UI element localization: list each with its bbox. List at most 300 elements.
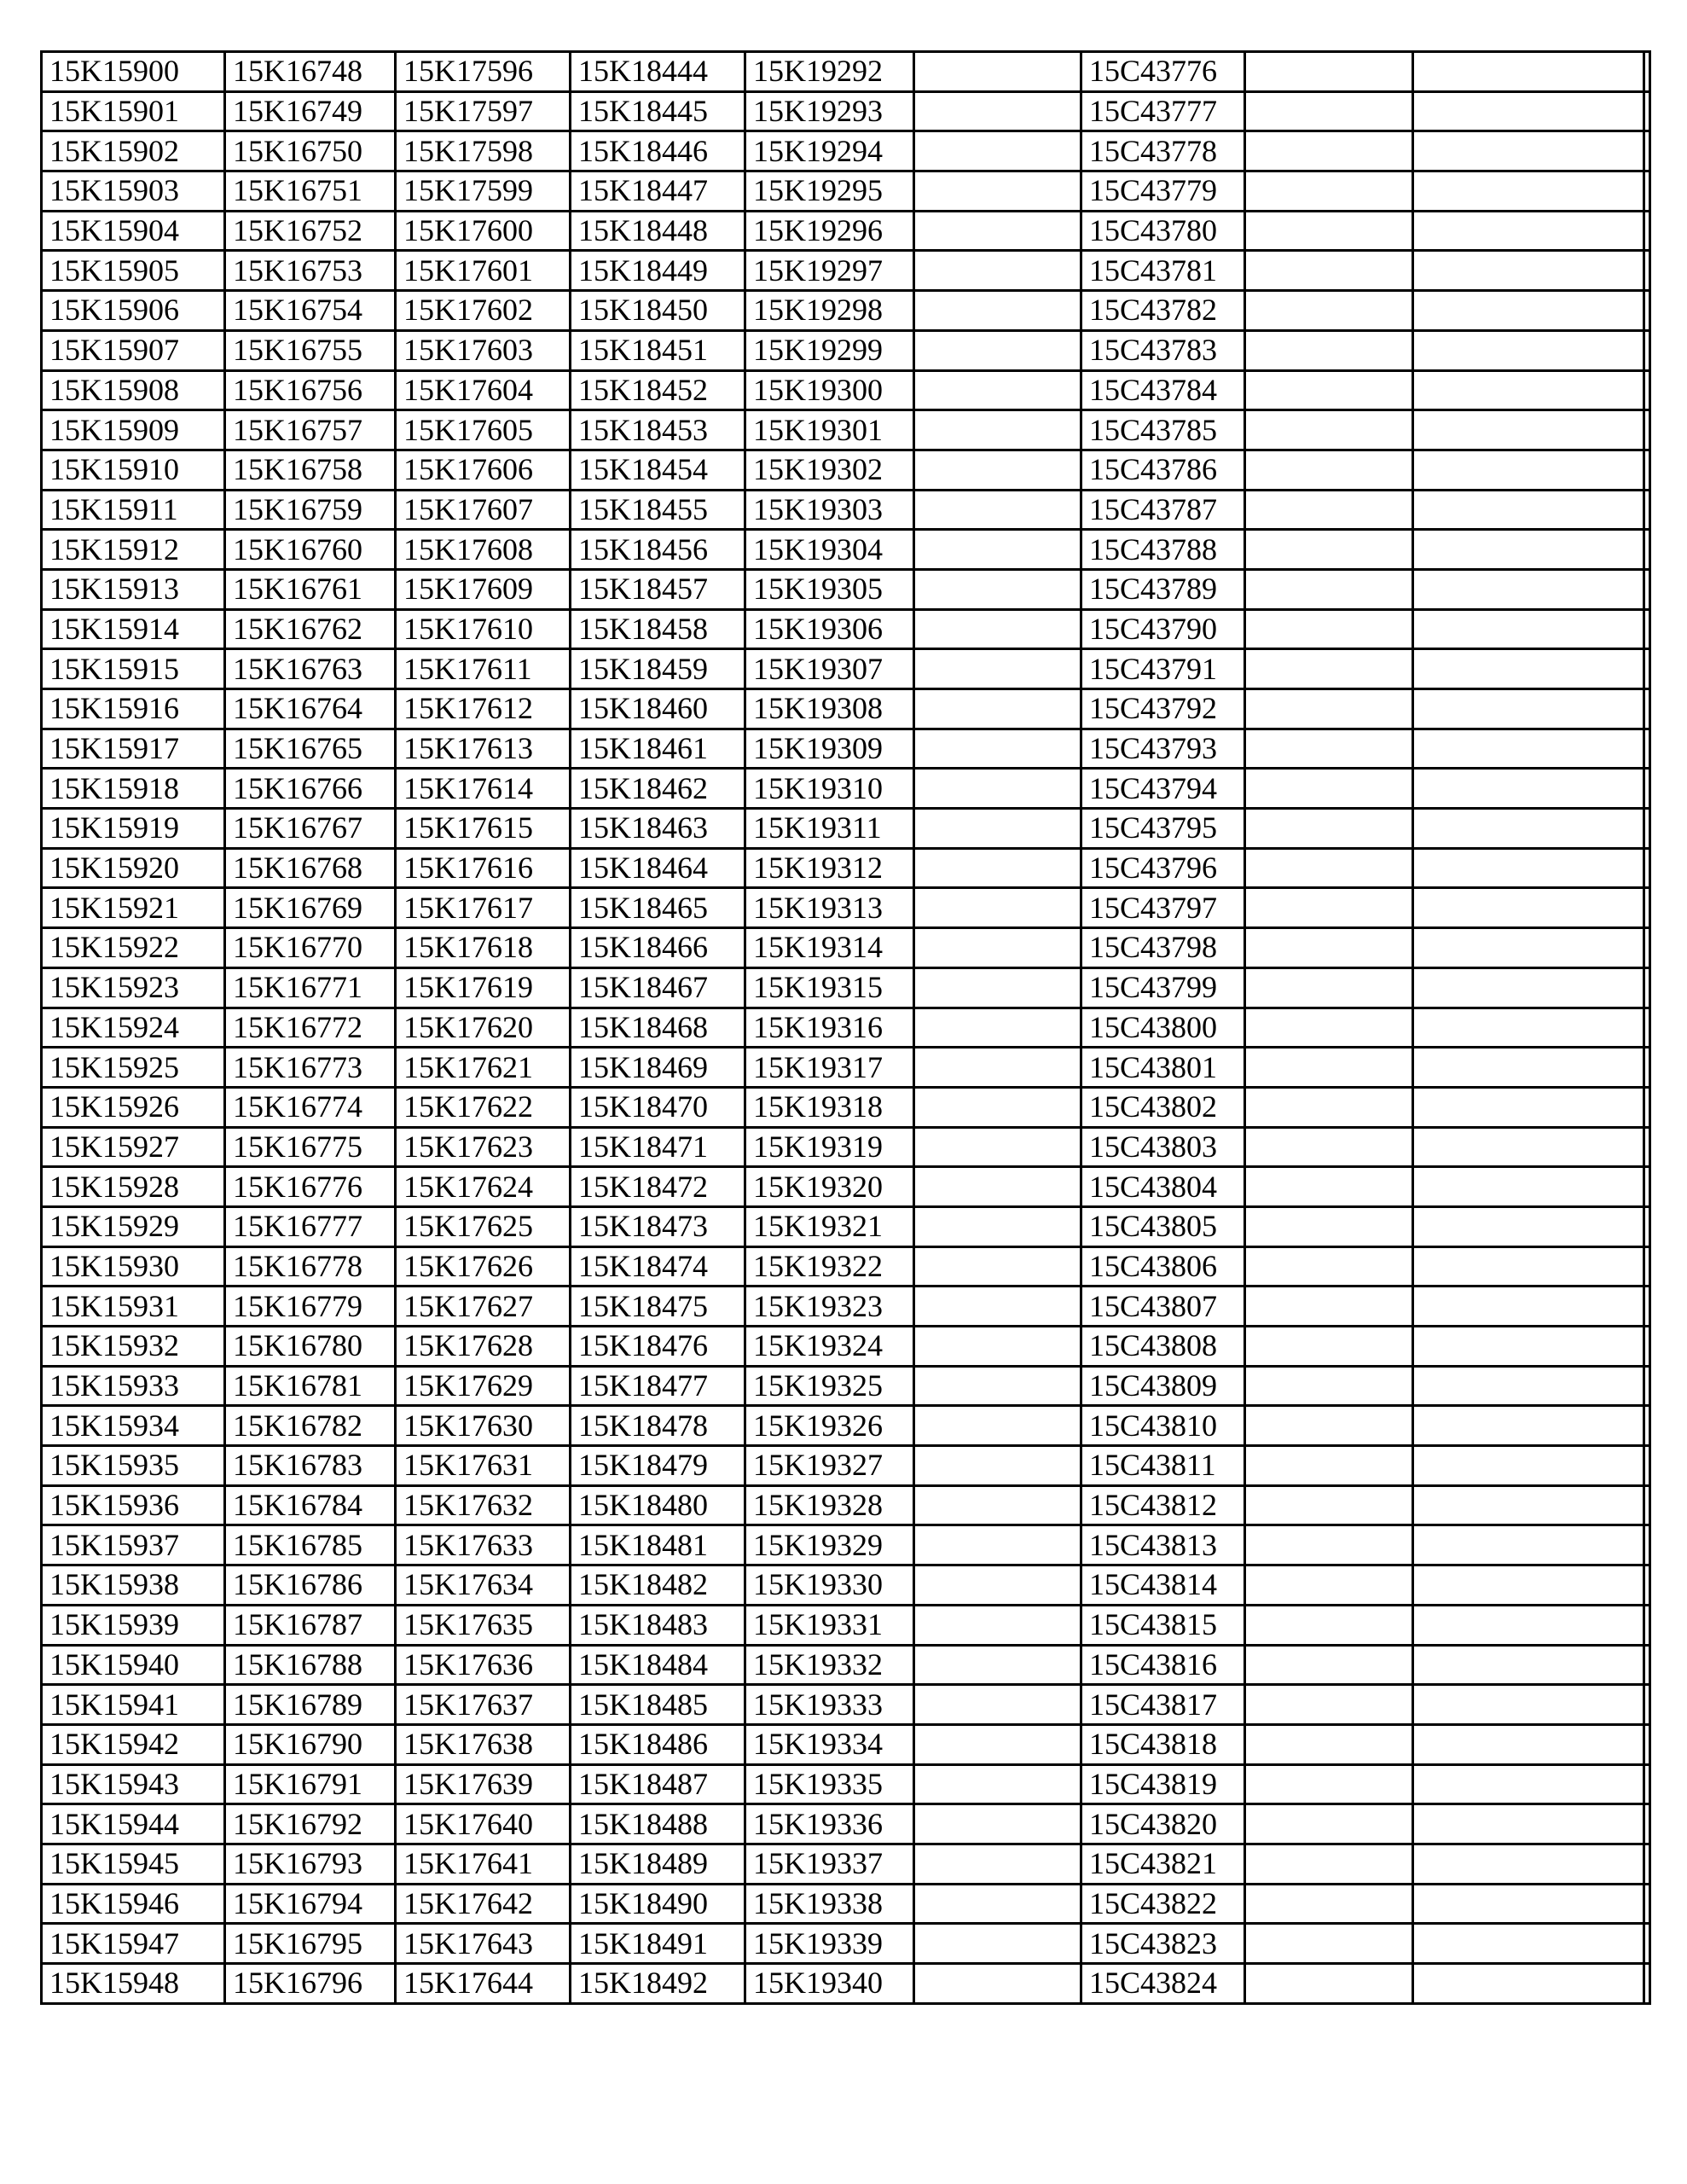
table-cell: 15K15929 <box>42 1206 225 1246</box>
table-row <box>42 1844 1650 1884</box>
table-cell: 15K15911 <box>42 490 225 530</box>
table-cell: 15K17625 <box>396 1206 571 1246</box>
table-cell: 15K18478 <box>571 1406 745 1446</box>
table-cell: 15K17630 <box>396 1406 571 1446</box>
table-cell <box>1644 848 1650 888</box>
table-cell: 15K17610 <box>396 609 571 649</box>
table-row <box>42 888 1650 928</box>
table-cell <box>914 609 1081 649</box>
table-cell: 15K19308 <box>745 689 914 729</box>
table-cell: 15K19338 <box>745 1884 914 1924</box>
table-cell: 15K16766 <box>225 769 396 809</box>
table-row <box>42 689 1650 729</box>
table-cell: 15K15907 <box>42 330 225 370</box>
table-cell <box>1413 729 1644 769</box>
table-cell: 15K18450 <box>571 291 745 331</box>
table-cell: 15K19322 <box>745 1246 914 1287</box>
table-cell: 15K18455 <box>571 490 745 530</box>
table-cell <box>1644 1685 1650 1725</box>
table-cell: 15C43818 <box>1081 1724 1245 1764</box>
table-cell: 15K15923 <box>42 967 225 1008</box>
table-cell: 15K19336 <box>745 1804 914 1844</box>
table-cell <box>1644 330 1650 370</box>
table-cell: 15C43821 <box>1081 1844 1245 1884</box>
table-cell: 15K17644 <box>396 1964 571 2004</box>
table-cell <box>1644 530 1650 570</box>
table-cell: 15K18481 <box>571 1525 745 1565</box>
table-cell <box>1644 928 1650 968</box>
table-cell: 15K16753 <box>225 251 396 291</box>
table-cell: 15K16770 <box>225 928 396 968</box>
table-cell: 15K19325 <box>745 1366 914 1406</box>
table-cell <box>1644 967 1650 1008</box>
table-cell: 15K15920 <box>42 848 225 888</box>
table-cell <box>1644 1844 1650 1884</box>
table-cell: 15K15927 <box>42 1127 225 1167</box>
table-cell: 15C43807 <box>1081 1287 1245 1327</box>
table-row <box>42 1087 1650 1127</box>
table-cell: 15K17602 <box>396 291 571 331</box>
table-cell: 15K16780 <box>225 1327 396 1367</box>
table-cell: 15K18447 <box>571 171 745 212</box>
table-cell <box>914 1565 1081 1606</box>
table-cell <box>1413 52 1644 92</box>
table-cell <box>914 1206 1081 1246</box>
table-cell: 15K18461 <box>571 729 745 769</box>
table-cell: 15K19295 <box>745 171 914 212</box>
table-cell <box>1644 490 1650 530</box>
table-cell <box>1245 569 1413 609</box>
table-cell: 15K16784 <box>225 1485 396 1525</box>
table-cell: 15K18452 <box>571 370 745 410</box>
table-cell <box>1245 928 1413 968</box>
table-cell: 15K19299 <box>745 330 914 370</box>
table-cell <box>1245 1804 1413 1844</box>
table-cell: 15K17620 <box>396 1008 571 1048</box>
table-cell <box>914 291 1081 331</box>
table-row <box>42 809 1650 849</box>
table-row <box>42 769 1650 809</box>
table-cell <box>1413 1327 1644 1367</box>
table-cell: 15C43790 <box>1081 609 1245 649</box>
table-cell <box>914 1246 1081 1287</box>
table-cell <box>1644 211 1650 251</box>
table-cell: 15K18458 <box>571 609 745 649</box>
table-cell <box>914 1485 1081 1525</box>
table-cell: 15K16762 <box>225 609 396 649</box>
table-cell <box>1644 1924 1650 1964</box>
table-cell <box>1644 1008 1650 1048</box>
table-row <box>42 1964 1650 2004</box>
table-cell: 15K17624 <box>396 1167 571 1207</box>
table-cell: 15K18488 <box>571 1804 745 1844</box>
table-cell: 15K19318 <box>745 1087 914 1127</box>
table-cell: 15K16788 <box>225 1645 396 1685</box>
table-cell: 15K17597 <box>396 91 571 131</box>
table-cell: 15K19314 <box>745 928 914 968</box>
table-row <box>42 609 1650 649</box>
table-cell: 15K15916 <box>42 689 225 729</box>
table-cell <box>1245 848 1413 888</box>
table-cell: 15K16786 <box>225 1565 396 1606</box>
table-cell: 15C43812 <box>1081 1485 1245 1525</box>
table-cell <box>914 1167 1081 1207</box>
table-cell <box>914 649 1081 689</box>
table-cell: 15C43791 <box>1081 649 1245 689</box>
table-cell: 15K19334 <box>745 1724 914 1764</box>
table-cell <box>1245 1008 1413 1048</box>
table-cell: 15K15914 <box>42 609 225 649</box>
table-cell: 15K15935 <box>42 1446 225 1486</box>
table-cell: 15K18491 <box>571 1924 745 1964</box>
table-cell: 15K15940 <box>42 1645 225 1685</box>
table-cell: 15K15946 <box>42 1884 225 1924</box>
table-cell: 15K18444 <box>571 52 745 92</box>
table-cell <box>914 330 1081 370</box>
table-cell: 15C43788 <box>1081 530 1245 570</box>
table-cell <box>1245 967 1413 1008</box>
table-cell <box>1644 1206 1650 1246</box>
table-cell: 15K18448 <box>571 211 745 251</box>
table-cell <box>914 569 1081 609</box>
table-cell <box>1245 1685 1413 1725</box>
table-cell: 15K15915 <box>42 649 225 689</box>
table-row <box>42 649 1650 689</box>
table-cell <box>1245 131 1413 171</box>
table-cell: 15K19328 <box>745 1485 914 1525</box>
table-cell <box>1644 131 1650 171</box>
table-cell: 15K16777 <box>225 1206 396 1246</box>
table-cell: 15K15944 <box>42 1804 225 1844</box>
table-cell <box>914 1884 1081 1924</box>
table-cell: 15K17627 <box>396 1287 571 1327</box>
table-cell <box>1413 1287 1644 1327</box>
table-cell: 15K19321 <box>745 1206 914 1246</box>
table-cell <box>1245 1446 1413 1486</box>
table-cell: 15K18460 <box>571 689 745 729</box>
table-cell <box>1413 569 1644 609</box>
table-cell: 15K16767 <box>225 809 396 849</box>
table-cell: 15K19330 <box>745 1565 914 1606</box>
table-cell <box>1245 1844 1413 1884</box>
table-cell: 15K18486 <box>571 1724 745 1764</box>
table-cell: 15K17605 <box>396 410 571 450</box>
table-cell: 15C43822 <box>1081 1884 1245 1924</box>
table-row <box>42 171 1650 212</box>
table-cell: 15K18467 <box>571 967 745 1008</box>
table-cell: 15K18449 <box>571 251 745 291</box>
table-cell <box>1245 1565 1413 1606</box>
table-cell: 15K17619 <box>396 967 571 1008</box>
table-cell <box>1644 689 1650 729</box>
table-cell <box>1413 490 1644 530</box>
table-cell <box>1413 211 1644 251</box>
table-cell <box>1644 1645 1650 1685</box>
table-cell <box>1644 1804 1650 1844</box>
table-cell <box>914 1327 1081 1367</box>
table-cell <box>1413 291 1644 331</box>
table-cell <box>1644 1724 1650 1764</box>
table-cell: 15K19310 <box>745 769 914 809</box>
table-cell: 15K17601 <box>396 251 571 291</box>
table-row <box>42 1048 1650 1088</box>
table-cell: 15K15945 <box>42 1844 225 1884</box>
table-cell: 15K16761 <box>225 569 396 609</box>
table-row <box>42 1764 1650 1804</box>
table-cell: 15C43798 <box>1081 928 1245 968</box>
table-cell <box>914 1685 1081 1725</box>
table-row <box>42 848 1650 888</box>
table-cell: 15K17622 <box>396 1087 571 1127</box>
table-cell <box>914 530 1081 570</box>
table-cell: 15K18479 <box>571 1446 745 1486</box>
table-cell: 15K15902 <box>42 131 225 171</box>
table-cell <box>1644 1167 1650 1207</box>
table-cell <box>914 52 1081 92</box>
table-cell <box>1413 91 1644 131</box>
table-cell: 15K15908 <box>42 370 225 410</box>
table-row <box>42 490 1650 530</box>
table-cell <box>1413 171 1644 212</box>
table-cell <box>1245 211 1413 251</box>
table-cell <box>914 1645 1081 1685</box>
table-cell: 15K18462 <box>571 769 745 809</box>
table-cell: 15K18490 <box>571 1884 745 1924</box>
table-cell: 15K15947 <box>42 1924 225 1964</box>
table-cell <box>1644 1366 1650 1406</box>
table-cell <box>1245 490 1413 530</box>
table-cell: 15K15912 <box>42 530 225 570</box>
table-cell <box>1644 370 1650 410</box>
table-cell <box>914 729 1081 769</box>
table-cell: 15K15939 <box>42 1605 225 1645</box>
table-cell: 15K18446 <box>571 131 745 171</box>
table-cell <box>1413 131 1644 171</box>
table-cell <box>1644 809 1650 849</box>
table-cell <box>914 370 1081 410</box>
table-cell: 15K17604 <box>396 370 571 410</box>
table-cell <box>1644 1525 1650 1565</box>
table-cell <box>1413 689 1644 729</box>
table-cell <box>1245 1327 1413 1367</box>
table-cell: 15K19324 <box>745 1327 914 1367</box>
table-cell <box>1413 1565 1644 1606</box>
table-cell: 15C43785 <box>1081 410 1245 450</box>
table-cell: 15C43809 <box>1081 1366 1245 1406</box>
table-cell <box>914 171 1081 212</box>
table-cell <box>1245 1645 1413 1685</box>
table-cell <box>1413 1605 1644 1645</box>
table-cell: 15C43802 <box>1081 1087 1245 1127</box>
table-cell: 15K19312 <box>745 848 914 888</box>
table-cell: 15K18485 <box>571 1685 745 1725</box>
table-cell: 15C43817 <box>1081 1685 1245 1725</box>
table-cell <box>1644 1565 1650 1606</box>
table-cell: 15K18471 <box>571 1127 745 1167</box>
table-cell <box>1413 251 1644 291</box>
table-cell: 15K17641 <box>396 1844 571 1884</box>
table-row <box>42 1724 1650 1764</box>
table-cell: 15K16781 <box>225 1366 396 1406</box>
table-cell: 15K15932 <box>42 1327 225 1367</box>
table-cell <box>1413 410 1644 450</box>
table-cell: 15K17638 <box>396 1724 571 1764</box>
table-cell: 15K16787 <box>225 1605 396 1645</box>
table-cell: 15K18454 <box>571 450 745 490</box>
table-cell: 15C43804 <box>1081 1167 1245 1207</box>
table-cell: 15K15917 <box>42 729 225 769</box>
table-cell: 15K16794 <box>225 1884 396 1924</box>
table-cell: 15K16760 <box>225 530 396 570</box>
table-cell <box>1245 1724 1413 1764</box>
table-cell: 15K19316 <box>745 1008 914 1048</box>
table-cell: 15K16768 <box>225 848 396 888</box>
table-cell: 15K19337 <box>745 1844 914 1884</box>
table-cell: 15K16763 <box>225 649 396 689</box>
table-cell: 15K18492 <box>571 1964 745 2004</box>
table-row <box>42 1167 1650 1207</box>
table-cell: 15K16752 <box>225 211 396 251</box>
table-cell <box>1413 1127 1644 1167</box>
table-row <box>42 330 1650 370</box>
table-cell <box>1644 569 1650 609</box>
table-cell: 15K19301 <box>745 410 914 450</box>
table-cell <box>914 928 1081 968</box>
table-cell: 15K19340 <box>745 1964 914 2004</box>
table-cell: 15K18487 <box>571 1764 745 1804</box>
table-cell: 15K18476 <box>571 1327 745 1367</box>
table-cell: 15C43789 <box>1081 569 1245 609</box>
table-cell <box>914 1287 1081 1327</box>
table-cell <box>1245 1087 1413 1127</box>
table-row <box>42 928 1650 968</box>
table-cell <box>1413 888 1644 928</box>
table-cell: 15K17631 <box>396 1446 571 1486</box>
table-cell: 15K17626 <box>396 1246 571 1287</box>
table-cell: 15C43805 <box>1081 1206 1245 1246</box>
table-cell <box>1644 769 1650 809</box>
table-cell <box>914 1764 1081 1804</box>
table-cell: 15K19306 <box>745 609 914 649</box>
table-cell <box>1245 171 1413 212</box>
table-cell <box>1245 370 1413 410</box>
table-cell: 15K19333 <box>745 1685 914 1725</box>
table-cell: 15K18468 <box>571 1008 745 1048</box>
table-cell <box>1245 1206 1413 1246</box>
table-cell <box>1413 1884 1644 1924</box>
table-row <box>42 967 1650 1008</box>
table-cell <box>1245 1605 1413 1645</box>
table-cell <box>1644 291 1650 331</box>
table-cell <box>914 1008 1081 1048</box>
table-cell: 15C43808 <box>1081 1327 1245 1367</box>
table-cell: 15K18463 <box>571 809 745 849</box>
table-cell: 15K15941 <box>42 1685 225 1725</box>
table-cell: 15C43780 <box>1081 211 1245 251</box>
table-cell <box>914 888 1081 928</box>
table-cell: 15C43796 <box>1081 848 1245 888</box>
table-cell: 15K19332 <box>745 1645 914 1685</box>
table-cell: 15K17603 <box>396 330 571 370</box>
table-cell: 15K15937 <box>42 1525 225 1565</box>
table-cell <box>1413 1087 1644 1127</box>
table-cell: 15K16795 <box>225 1924 396 1964</box>
table-cell: 15K18451 <box>571 330 745 370</box>
table-cell: 15K15925 <box>42 1048 225 1088</box>
table-cell: 15K19304 <box>745 530 914 570</box>
table-cell: 15K17629 <box>396 1366 571 1406</box>
table-row <box>42 1804 1650 1844</box>
table-cell: 15K16756 <box>225 370 396 410</box>
table-cell <box>914 1048 1081 1088</box>
table-cell <box>1245 330 1413 370</box>
table-cell <box>1245 251 1413 291</box>
table-cell: 15C43810 <box>1081 1406 1245 1446</box>
table-cell: 15C43813 <box>1081 1525 1245 1565</box>
table-row <box>42 211 1650 251</box>
table-cell: 15K17596 <box>396 52 571 92</box>
table-cell <box>1413 769 1644 809</box>
table-cell: 15K19296 <box>745 211 914 251</box>
table-cell <box>1413 1924 1644 1964</box>
table-cell <box>1413 1167 1644 1207</box>
table-cell <box>1413 370 1644 410</box>
table-cell: 15K15901 <box>42 91 225 131</box>
table-cell: 15K16775 <box>225 1127 396 1167</box>
table-cell <box>1644 410 1650 450</box>
table-cell <box>1245 609 1413 649</box>
table-cell <box>1644 609 1650 649</box>
table-row <box>42 1008 1650 1048</box>
table-row <box>42 370 1650 410</box>
table-cell <box>1245 1485 1413 1525</box>
table-cell: 15K17639 <box>396 1764 571 1804</box>
table-cell: 15K18474 <box>571 1246 745 1287</box>
table-cell: 15K19331 <box>745 1605 914 1645</box>
table-cell: 15K17637 <box>396 1685 571 1725</box>
table-cell <box>1413 1008 1644 1048</box>
table-cell <box>1245 1048 1413 1088</box>
table-cell: 15K17615 <box>396 809 571 849</box>
table-cell: 15K16749 <box>225 91 396 131</box>
table-cell: 15K16796 <box>225 1964 396 2004</box>
table-cell <box>1644 1764 1650 1804</box>
table-cell: 15C43783 <box>1081 330 1245 370</box>
table-cell <box>914 1446 1081 1486</box>
table-cell <box>1245 769 1413 809</box>
table-cell: 15K17612 <box>396 689 571 729</box>
table-cell: 15K19298 <box>745 291 914 331</box>
table-row <box>42 131 1650 171</box>
table-cell: 15K16792 <box>225 1804 396 1844</box>
table-row <box>42 1645 1650 1685</box>
table-cell <box>1245 689 1413 729</box>
table-cell <box>914 1804 1081 1844</box>
table-cell: 15K16782 <box>225 1406 396 1446</box>
table-cell: 15K15942 <box>42 1724 225 1764</box>
table-cell: 15K17633 <box>396 1525 571 1565</box>
table-cell <box>1413 609 1644 649</box>
table-cell: 15K17608 <box>396 530 571 570</box>
table-row <box>42 1406 1650 1446</box>
table-cell <box>1413 1525 1644 1565</box>
table-cell: 15K17609 <box>396 569 571 609</box>
table-cell <box>1413 1206 1644 1246</box>
table-cell: 15K15918 <box>42 769 225 809</box>
table-cell: 15K19309 <box>745 729 914 769</box>
table-cell <box>914 967 1081 1008</box>
table-cell: 15K18480 <box>571 1485 745 1525</box>
